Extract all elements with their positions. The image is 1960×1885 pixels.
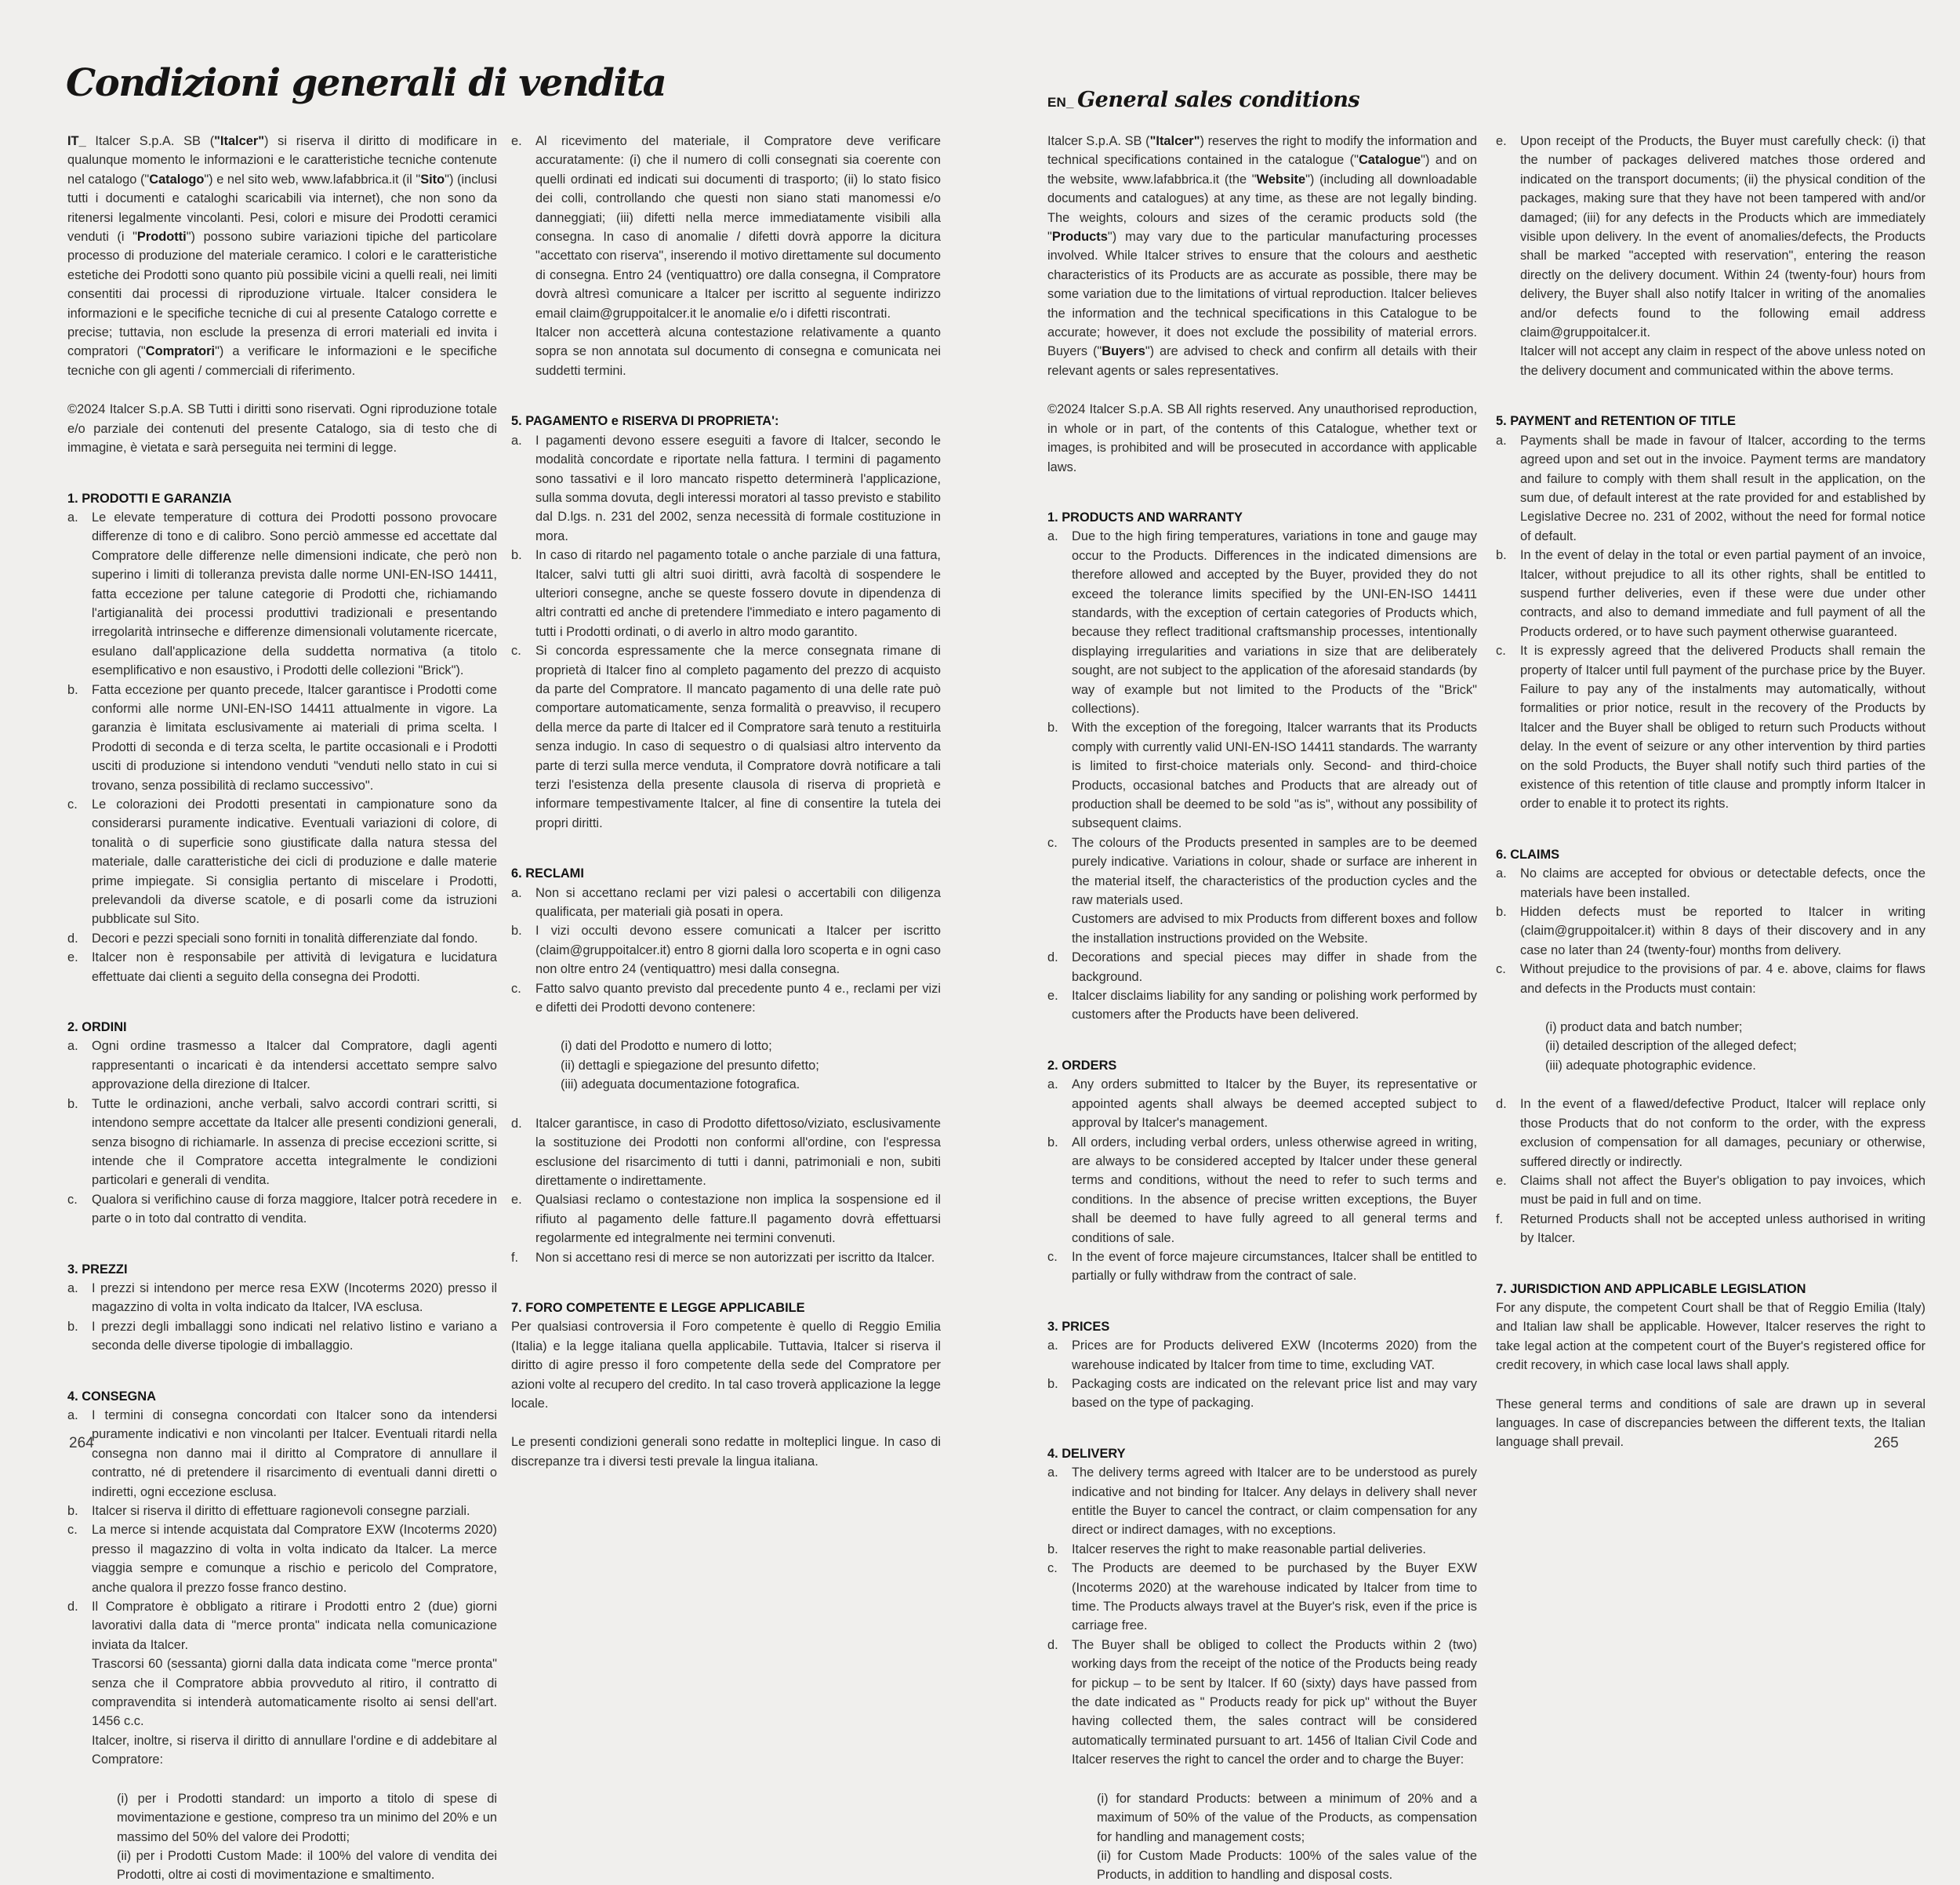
list-item-label: d.: [67, 931, 78, 946]
list-item-text: It is expressly agreed that the delivered Products shall remain the property of Italcer until full payment of the purchase price by the Buyer. Failure to pay any of the instalments may automatically, without formalities or prior notice, result in the recovery of the Products by Italcer and the Buyer shall be obliged to return such Products without delay. In the event of seizure or any other intervention by third parties on the sold Products, the Buyer shall notify such third parties of the existence of this retention of title clause and promptly inform Italcer in order to enable it to protect its rights.: [1520, 644, 1926, 812]
section-heading: 7. JURISDICTION AND APPLICABLE LEGISLATION: [1496, 1281, 1806, 1296]
list-item-text: In the event of force majeure circumstances, Italcer shall be entitled to partially or fully withdraw from the contract of sale.: [1072, 1249, 1477, 1284]
list-item: [511, 1248, 941, 1267]
list-item-text: Tutte le ordinazioni, anche verbali, salvo accordi contrari scritti, si intendono sempre accettate da Italcer alle presenti condizioni generali, senza bisogno di richiamarle. In assenza di precise eccezioni scritte, si intende che il Compratore accetta integralmente le condizioni particolari e generali di vendita.: [92, 1096, 497, 1188]
list-item: [1047, 718, 1477, 833]
list-item-text: Il Compratore è obbligato a ritirare i Prodotti entro 2 (due) giorni lavorativi dalla data di "merce pronta" indicata nella comunicazione inviata da Italcer.: [92, 1600, 497, 1652]
list-item-label: e.: [1496, 134, 1507, 148]
list-item-text: I prezzi si intendono per merce resa EXW (Incoterms 2020) presso il magazzino di volta in volta indicato da Italcer, IVA esclusa.: [92, 1280, 497, 1315]
list-item-text: Non si accettano reclami per vizi palesi o accertabili con diligenza qualificata, per materiali già posati in opera.: [535, 885, 941, 920]
list-item: [67, 929, 497, 948]
list-item-label: b.: [511, 924, 522, 939]
section-heading: 6. CLAIMS: [1496, 847, 1560, 862]
list-item: [511, 1114, 941, 1191]
list-item-label: c.: [511, 644, 521, 659]
list-item: [1047, 1133, 1477, 1248]
list-item-label: c.: [1047, 835, 1058, 850]
list-item-label: a.: [1047, 1466, 1058, 1480]
list-item-label: b.: [67, 1096, 78, 1111]
list-item-label: f.: [1496, 1211, 1504, 1226]
list-item: [511, 132, 941, 323]
list-item-label: a.: [511, 885, 522, 900]
list-item: [67, 1502, 497, 1520]
list-item-text: The Buyer shall be obliged to collect the Products within 2 (two) working days from the receipt of the notice of the Products being ready for pickup – to be sent by Italcer. If 60 (sixty) days have passed from the date indicated as " Products ready for pick up" without the Buyer having collected them, the sales contract will be considered automatically terminated pursuant to art. 1456 of Italian Civil Code and Italcer reserves the right to cancel the order and to charge the Buyer:: [1072, 1637, 1477, 1767]
list-item-label: b.: [1047, 1376, 1058, 1391]
list-item: [67, 508, 497, 681]
sub-list-item: (iii) adequate photographic evidence.: [1545, 1058, 1756, 1073]
list-item: [67, 1597, 497, 1654]
en-header-title: General sales conditions: [1077, 88, 1360, 112]
list-item-label: c.: [511, 981, 521, 996]
list-item-text: Any orders submitted to Italcer by the Buyer, its representative or appointed agents shall always be deemed accepted subject to approval by Italcer's management.: [1072, 1077, 1477, 1131]
list-item-text: Prices are for Products delivered EXW (Incoterms 2020) from the warehouse indicated by Italcer from time to time, excluding VAT.: [1072, 1338, 1477, 1372]
list-item-text: La merce si intende acquistata dal Compratore EXW (Incoterms 2020) presso il magazzino di volta in volta indicato da Italcer. La merce viaggia sempre e comunque a rischio e pericolo del Compratore, anche qualora il prezzo fosse franco destino.: [92, 1523, 497, 1595]
list-item: [1047, 527, 1477, 718]
column-it-2: [511, 132, 941, 1471]
list-item-label: d.: [1047, 950, 1058, 965]
list-item-label: b.: [67, 682, 78, 697]
list-item-text: Without prejudice to the provisions of par. 4 e. above, claims for flaws and defects in the Products must contain:: [1520, 962, 1926, 996]
sub-list-item: (ii) dettagli e spiegazione del presunto difetto;: [561, 1058, 819, 1073]
list-item-text: I termini di consegna concordati con Italcer sono da intendersi puramente indicativi e non vincolanti per Italcer. Eventuali ritardi nella consegna non danno mai il diritto al Compratore di annullare il contratto, né di pretendere il risarcimento di eventuali danni diretti o indiretti, ogni eccezione esclusa.: [92, 1407, 497, 1499]
list-item-label: c.: [1047, 1561, 1058, 1576]
list-item: [1047, 986, 1477, 1025]
list-item-text: I prezzi degli imballaggi sono indicati nel relativo listino e variano a seconda delle diverse tipologie di imballaggio.: [92, 1319, 497, 1353]
list-item-label: a.: [511, 433, 522, 448]
list-item: [1047, 834, 1477, 910]
list-item: [67, 1406, 497, 1502]
sub-list-item: (i) product data and batch number;: [1545, 1020, 1743, 1035]
list-item-text: All orders, including verbal orders, unless otherwise agreed in writing, are always to be considered accepted by Italcer under these general terms and conditions, without the need to refer to such terms and conditions. In the absence of precise written exceptions, the Buyer shall be deemed to have fully agreed to all general terms and conditions of sale.: [1072, 1135, 1477, 1245]
list-item-label: a.: [67, 510, 78, 525]
list-item-text: Returned Products shall not be accepted unless authorised in writing by Italcer.: [1520, 1211, 1926, 1246]
list-item-label: f.: [511, 1250, 519, 1265]
list-item-text: Qualsiasi reclamo o contestazione non implica la sospensione ed il rifiuto al pagamento delle fatture.Il pagamento dovrà effettuarsi regolarmente ed integralmente nei termini convenuti.: [535, 1193, 941, 1246]
list-item-text: Decori e pezzi speciali sono forniti in tonalità differenziate dal fondo.: [92, 931, 478, 946]
list-item: [1047, 1636, 1477, 1770]
list-item-text: Qualora si verifichino cause di forza maggiore, Italcer potrà recedere in parte o in toto dal contratto di vendita.: [92, 1192, 497, 1226]
list-item: [1496, 864, 1926, 903]
list-item-text: Si concorda espressamente che la merce consegnata rimane di proprietà di Italcer fino al completo pagamento del prezzo di acquisto da parte del Compratore. Il mancato pagamento di una delle rate può comportare automaticamente, senza formalità o preavviso, il recupero della merce da parte di Italcer ed il Compratore sarà tenuto a restituirla senza indugio. In caso di sequestro o di qualsiasi altro intervento da parte di terzi sulla merce venduta, il Compratore dovrà notificare a tali terzi l'esistenza della presente clausola di riserva di proprietà e informare tempestivamente Italcer, al fine di consentire la tutela dei propri diritti.: [535, 644, 941, 830]
section-heading: 3. PRICES: [1047, 1319, 1110, 1334]
list-continuation: Italcer will not accept any claim in respect of the above unless noted on the delivery document and communicated within the above terms.: [1520, 344, 1926, 378]
list-item-label: b.: [1496, 548, 1507, 563]
list-item: [511, 546, 941, 641]
list-continuation: Italcer, inoltre, si riserva il diritto di annullare l'ordine e di addebitare al Compratore:: [92, 1733, 497, 1767]
list-item-label: a.: [1047, 1338, 1058, 1353]
list-item: [1496, 1210, 1926, 1248]
list-item: [1047, 1248, 1477, 1286]
list-item-label: a.: [67, 1039, 78, 1054]
section-heading: 4. DELIVERY: [1047, 1446, 1126, 1461]
sub-list-item: (ii) detailed description of the alleged defect;: [1545, 1039, 1797, 1054]
list-item: [67, 1279, 497, 1317]
list-item-text: The delivery terms agreed with Italcer are to be understood as purely indicative and not binding for Italcer. Any delays in delivery shall never entitle the Buyer to cancel the contract, or claim compensation for any direct or indirect damages, with no exceptions.: [1072, 1466, 1477, 1538]
list-item-label: e.: [1047, 989, 1058, 1004]
list-item-text: Italcer garantisce, in caso di Prodotto difettoso/viziato, esclusivamente la sostituzione dei Prodotti non conformi all'ordine, con l'espressa esclusione del risarcimento di tutti i danni, patrimoniali e non, subiti direttamente o indirettamente.: [535, 1116, 941, 1188]
paragraph: For any dispute, the competent Court shall be that of Reggio Emilia (Italy) and Italian law shall be applicable. However, Italcer reserves the right to take legal action at the competent court of the Buyer's registered office for credit recovery, in which case local laws shall apply.: [1496, 1300, 1926, 1373]
list-item-label: e.: [511, 134, 522, 148]
page-number-left: 264: [69, 1435, 94, 1451]
list-item-text: In the event of a flawed/defective Product, Italcer will replace only those Products that do not conform to the order, with the express exclusion of compensation for all damages, pecuniary or otherwise, suffered directly or indirectly.: [1520, 1097, 1926, 1169]
list-item-text: Fatto salvo quanto previsto dal precedente punto 4 e., reclami per vizi e difetti dei Prodotti devono contenere:: [535, 981, 941, 1015]
paragraph: Le presenti condizioni generali sono redatte in molteplici lingue. In caso di discrepanze tra i diversi testi prevale la lingua italiana.: [511, 1435, 941, 1469]
list-item-text: Packaging costs are indicated on the relevant price list and may vary based on the type of packaging.: [1072, 1376, 1477, 1411]
list-item: [67, 1037, 497, 1094]
section-heading: 2. ORDINI: [67, 1020, 127, 1035]
list-item-text: Le elevate temperature di cottura dei Prodotti possono provocare differenze di tono e di calibro. Sono perciò ammesse ed accettate dal Compratore delle differenze nelle dimensioni indicate, che però non superino i limiti di tolleranza prevista dalle norme UNI-EN-ISO 14411, fatta eccezione per talune categorie di Prodotti che, richiamando l'artigianalità dei processi produttivi tradizionali e presentando irregolarità intrinseche e differenze dimensionali volutamente ricercate, esulano dall'applicazione della suddetta normativa (a titolo esemplificativo e non esaustivo, i Prodotti delle collezioni "Brick").: [92, 510, 497, 678]
list-item-text: Ogni ordine trasmesso a Italcer dal Compratore, dagli agenti rappresentanti o incaricati è da intendersi accettato sempre salvo approvazione della direzione di Italcer.: [92, 1039, 497, 1092]
list-item-label: b.: [1047, 721, 1058, 735]
list-item-label: a.: [67, 1407, 78, 1422]
list-continuation: Trascorsi 60 (sessanta) giorni dalla data indicata come "merce pronta" senza che il Compratore abbia provveduto al ritiro, il contratto di compravendita si intenderà automaticamente risolto ai sensi dell'art. 1456 c.c.: [92, 1657, 497, 1729]
section-heading: 7. FORO COMPETENTE E LEGGE APPLICABILE: [511, 1300, 805, 1315]
list-item: [1047, 1559, 1477, 1636]
section-heading: 5. PAGAMENTO e RISERVA DI PROPRIETA':: [511, 414, 779, 429]
list-item: [511, 921, 941, 979]
column-en-1: [1047, 132, 1477, 1885]
list-item-label: c.: [1047, 1249, 1058, 1264]
list-item: [1496, 546, 1926, 641]
list-item-label: b.: [511, 548, 522, 563]
list-item-text: Upon receipt of the Products, the Buyer must carefully check: (i) that the number of packages delivered matches those ordered and indicated on the transport documents; (ii) the physical condition of the packages, making sure that they have not been tampered with and/or damaged; (iii) for any defects in the Products which are immediately visible upon delivery. In the event of anomalies/defects, the Products shall be marked "accepted with reservation", entering the reason directly on the delivery document. Within 24 (twenty-four) hours from delivery, the Buyer shall also notify Italcer in writing of the anomalies and/or defects found to the following email address claim@gruppoitalcer.it.: [1520, 134, 1926, 340]
list-item-label: a.: [1047, 529, 1058, 544]
list-item-text: Al ricevimento del materiale, il Compratore deve verificare accuratamente: (i) che il numero di colli consegnati sia coerente con quelli ordinati ed indicati sui documenti di trasporto; (ii) lo stato fisico dei colli, controllando che questi non siano stati manomessi e/o danneggiati; (iii) difetti nella merce immediatamente visibili alla consegna. In caso di anomalie / difetti dovrà apporre la dicitura "accettato con riserva", inserendo il motivo direttamente sul documento di consegna. Entro 24 (ventiquattro) ore dalla consegna, il Compratore dovrà altresì comunicare a Italcer per iscritto al seguente indirizzo email claim@gruppoitalcer.it le anomalie e/o i difetti riscontrati.: [535, 134, 941, 321]
list-item-text: Italcer non è responsabile per attività di levigatura e lucidatura effettuate dai clienti a seguito della consegna dei Prodotti.: [92, 950, 497, 984]
list-continuation: Customers are advised to mix Products from different boxes and follow the installation instructions provided on the Website.: [1072, 912, 1477, 946]
list-item-text: Non si accettano resi di merce se non autorizzati per iscritto da Italcer.: [535, 1250, 935, 1265]
sub-list-item: (i) for standard Products: between a minimum of 20% and a maximum of 50% of the value of the Products, as compensation for handling and management costs;: [1097, 1791, 1477, 1844]
list-item-text: In the event of delay in the total or even partial payment of an invoice, Italcer, without prejudice to all its other rights, shall be entitled to suspend further deliveries, even if these were due under other contracts, and also to demand immediate and full payment of all the Products ordered, or to have such payment otherwise guaranteed.: [1520, 548, 1926, 639]
paragraph: ©2024 Italcer S.p.A. SB All rights reserved. Any unauthorised reproduction, in whole or in part, of the contents of this Catalogue, whether text or images, is prohibited and will be prosecuted in accordance with applicable laws.: [1047, 402, 1477, 474]
column-en-2: [1496, 132, 1926, 1452]
list-item-label: c.: [67, 1523, 78, 1538]
list-item-label: c.: [1496, 644, 1506, 659]
sub-list-item: (ii) per i Prodotti Custom Made: il 100% del valore di vendita dei Prodotti, oltre ai costi di movimentazione e smaltimento.: [117, 1848, 497, 1883]
page-title: Condizioni generali di vendita: [66, 61, 666, 105]
section-heading: 1. PRODOTTI E GARANZIA: [67, 491, 232, 506]
sub-list-item: (ii) for Custom Made Products: 100% of the sales value of the Products, in addition to handling and disposal costs.: [1097, 1848, 1477, 1883]
list-item-label: e.: [511, 1193, 522, 1208]
sub-list-item: (i) per i Prodotti standard: un importo a titolo di spese di movimentazione e gestione, compreso tra un minimo del 20% e un massimo del 50% del valore dei Prodotti;: [117, 1791, 497, 1844]
list-item: [511, 979, 941, 1018]
paragraph: Italcer S.p.A. SB ("Italcer") reserves the right to modify the information and technical specifications contained in the catalogue ("Catalogue") and on the website, www.lafabbrica.it (the "Website") (including all downloadable documents and catalogues) at any time, as these are not legally binding. The weights, colours and sizes of the ceramic products sold (the "Products") may vary due to the particular manufacturing processes involved. While Italcer strives to ensure that the colours and aesthetic characteristics of its Products are as accurate as possible, there may be some variation due to the limitations of virtual reproduction. Italcer believes the information and the technical specifications in this Catalogue to be accurate; however, it does not exclude the possibility of material errors. Buyers ("Buyers") are advised to check and confirm all details with their relevant agents or sales representatives.: [1047, 134, 1478, 378]
list-item: [1047, 1375, 1477, 1413]
list-item-text: I pagamenti devono essere eseguiti a favore di Italcer, secondo le modalità concordate e riportate nella fattura. I termini di pagamento sono tassativi e il loro mancato rispetto determinerà l'applicazione, sulla somma dovuta, degli interessi moratori al tasso previsto e stabilito dal D.lgs. n. 231 del 2002, senza necessità di formale costituzione in mora.: [535, 433, 941, 543]
list-item: [511, 884, 941, 922]
list-item-text: With the exception of the foregoing, Italcer warrants that its Products comply with currently valid UNI-EN-ISO 14411 standards. The warranty is limited to first-choice materials only. Second- and third-choice Products, occasional batches and Products that are already out of production shall be deemed to be sold "as is", without any possibility of subsequent claims.: [1072, 721, 1477, 831]
list-item-text: Le colorazioni dei Prodotti presentati in campionature sono da considerarsi puramente indicative. Eventuali variazioni di colore, di tonalità o di superficie sono giustificate dalla natura stessa del materiale, dalle caratteristiche dei cicli di produzione e dalle materie prime impiegate. Si consiglia pertanto di miscelare i Prodotti, prelevandoli da diverse scatole, e di posarli come da istruzioni pubblicate sul Sito.: [92, 797, 497, 927]
en-section-header: [1047, 88, 1359, 112]
list-item: [67, 795, 497, 929]
list-item-label: d.: [511, 1116, 522, 1131]
list-item: [1047, 1463, 1477, 1540]
list-item: [1496, 1095, 1926, 1171]
list-item-text: The colours of the Products presented in samples are to be deemed purely indicative. Variations in colour, shade or surface are inherent in the material itself, the characteristics of the production cycles and the raw materials used.: [1072, 835, 1477, 908]
section-heading: 4. CONSEGNA: [67, 1389, 156, 1404]
list-item: [67, 948, 497, 986]
list-item-label: c.: [67, 797, 78, 812]
list-item-label: b.: [1496, 905, 1507, 920]
list-item-label: e.: [1496, 1173, 1507, 1188]
list-item-label: b.: [67, 1319, 78, 1334]
list-item-text: Fatta eccezione per quanto precede, Italcer garantisce i Prodotti come conformi alle norme UNI-EN-ISO 14411 attualmente in vigore. La garanzia è limitata esclusivamente ai materiali di prima scelta. I Prodotti di seconda e di terza scelta, le partite occasionali e i Prodotti usciti di produzione si intendono venduti "venduti nello stato in cui si trovano, senza possibilità di reclamo successivo".: [92, 682, 497, 793]
list-item: [1496, 431, 1926, 546]
list-item-label: a.: [1047, 1077, 1058, 1092]
list-item: [1496, 132, 1926, 342]
list-item-text: Due to the high firing temperatures, variations in tone and gauge may occur to the Products. Differences in the indicated dimensions are therefore allowed and accepted by the Buyer, provided they do not exceed the tolerance limits specified by the UNI-EN-ISO 14411 standards, with the exception of certain categories of Products which, because they reflect traditional craftsmanship processes, intentionally displaying irregularities and variations in size that are deliberately sought, are not subject to the application of the aforesaid standards (by way of example but not limited to the Products of the "Brick" collections).: [1072, 529, 1477, 716]
sub-list-item: (i) dati del Prodotto e numero di lotto;: [561, 1039, 772, 1054]
list-item-label: b.: [1047, 1135, 1058, 1150]
list-item-label: d.: [1047, 1637, 1058, 1652]
paragraph: ©2024 Italcer S.p.A. SB Tutti i diritti sono riservati. Ogni riproduzione totale e/o parziale dei contenuti del presente Catalogo, sia di testo che di immagine, è vietata e sarà perseguita nei termini di legge.: [67, 402, 497, 456]
list-item-text: Italcer disclaims liability for any sanding or polishing work performed by customers after the Products have been delivered.: [1072, 989, 1477, 1022]
sub-list-item: (iii) adeguata documentazione fotografica.: [561, 1077, 800, 1092]
list-item-label: e.: [67, 950, 78, 965]
list-item-text: Claims shall not affect the Buyer's obligation to pay invoices, which must be paid in full and on time.: [1520, 1173, 1926, 1208]
list-item: [511, 1190, 941, 1248]
list-item-label: b.: [1047, 1542, 1058, 1556]
list-item-text: Italcer si riserva il diritto di effettuare ragionevoli consegne parziali.: [92, 1504, 470, 1518]
list-item: [1047, 1075, 1477, 1132]
en-language-prefix: EN_: [1047, 95, 1074, 110]
list-item-text: Payments shall be made in favour of Italcer, according to the terms agreed upon and set out in the invoice. Payment terms are mandatory and failure to comply with them shall result in the application, on the sum due, of default interest at the rate provided for and established by Legislative Decree no. 231 of 2002, without the need for formal notice of default.: [1520, 433, 1926, 543]
list-item-label: c.: [67, 1192, 78, 1207]
list-item-text: Italcer reserves the right to make reasonable partial deliveries.: [1072, 1542, 1426, 1556]
section-heading: 3. PREZZI: [67, 1262, 128, 1277]
list-item-label: c.: [1496, 962, 1506, 977]
list-item-label: a.: [1496, 433, 1507, 448]
list-item: [67, 681, 497, 795]
list-item: [1047, 1540, 1477, 1559]
list-item: [1047, 1336, 1477, 1375]
list-item-label: a.: [1496, 866, 1507, 881]
list-item-label: d.: [1496, 1097, 1507, 1112]
list-item: [1496, 960, 1926, 998]
list-item: [1496, 641, 1926, 814]
list-continuation: Italcer non accetterà alcuna contestazione relativamente a quanto sopra se non annotata sul documento di consegna e comunicata nei suddetti termini.: [535, 325, 941, 378]
list-item: [67, 1095, 497, 1190]
list-item: [511, 431, 941, 546]
list-item: [67, 1520, 497, 1597]
list-item: [67, 1190, 497, 1229]
list-item: [1496, 903, 1926, 960]
list-item-label: a.: [67, 1280, 78, 1295]
list-item-label: d.: [67, 1600, 78, 1614]
list-item-text: In caso di ritardo nel pagamento totale o anche parziale di una fattura, Italcer, salvi tutti gli altri suoi diritti, avrà facoltà di sospendere le ulteriori consegne, anche se queste fossero dovute in dipendenza di altri contratti ed anche di pretendere l'immediato e intero pagamento di tutti i Prodotti ordinati, o di averlo in altro modo garantito.: [535, 548, 941, 639]
paragraph: IT_ Italcer S.p.A. SB ("Italcer") si riserva il diritto di modificare in qualunque momento le informazioni e le caratteristiche tecniche contenute nel catalogo ("Catalogo") e nel sito web, www.lafabbrica.it (il "Sito") (inclusi tutti i documenti e cataloghi scaricabili via internet), che non sono da ritenersi legalmente vincolanti. Pesi, colori e misure dei Prodotti ceramici venduti (i "Prodotti") possono subire variazioni tipiche del particolare processo di produzione del materiale ceramico. I colori e le caratteristiche estetiche dei Prodotti sono quanto più possibile vicini a quelli reali, nei limiti consentiti dai processi di riproduzione virtuale. Italcer considera le informazioni e le specifiche tecniche di cui al presente Catalogo corrette e precise; tuttavia, non esclude la presenza di errori materiali ed invita i compratori ("Compratori") a verificare le informazioni e le specifiche tecniche con gli agenti / commerciali di riferimento.: [67, 134, 497, 378]
section-heading: 1. PRODUCTS AND WARRANTY: [1047, 510, 1243, 525]
paragraph: Per qualsiasi controversia il Foro competente è quello di Reggio Emilia (Italia) e la legge italiana quella applicabile. Tuttavia, Italcer si riserva il diritto di agire presso il foro competente della sede del Compratore per azioni volte al recupero del credito. In tal caso troverà applicazione la legge locale.: [511, 1320, 941, 1411]
column-it-1: [67, 132, 497, 1885]
section-heading: 2. ORDERS: [1047, 1058, 1117, 1073]
page-number-right: 265: [1874, 1435, 1899, 1451]
paragraph: These general terms and conditions of sale are drawn up in several languages. In case of discrepancies between the different texts, the Italian language shall prevail.: [1496, 1396, 1926, 1450]
list-item: [67, 1317, 497, 1356]
list-item-text: I vizi occulti devono essere comunicati a Italcer per iscritto (claim@gruppoitalcer.it) entro 8 giorni dalla loro scoperta e in ogni caso non oltre entro 24 (ventiquattro) mesi dalla consegna.: [535, 924, 941, 977]
list-item-text: Decorations and special pieces may differ in shade from the background.: [1072, 950, 1477, 984]
list-item: [1496, 1171, 1926, 1210]
section-heading: 5. PAYMENT and RETENTION OF TITLE: [1496, 414, 1736, 429]
list-item-text: Hidden defects must be reported to Italcer in writing (claim@gruppoitalcer.it) within 8 days of their discovery and in any case no later than 24 (twenty-four) months from delivery.: [1520, 905, 1926, 957]
list-item-text: No claims are accepted for obvious or detectable defects, once the materials have been installed.: [1520, 866, 1926, 900]
list-item: [511, 641, 941, 833]
list-item-label: b.: [67, 1504, 78, 1518]
section-heading: 6. RECLAMI: [511, 866, 584, 881]
list-item-text: The Products are deemed to be purchased by the Buyer EXW (Incoterms 2020) at the warehouse indicated by Italcer from time to time. The Products always travel at the Buyer's risk, even if the price is carriage free.: [1072, 1561, 1477, 1633]
list-item: [1047, 948, 1477, 986]
